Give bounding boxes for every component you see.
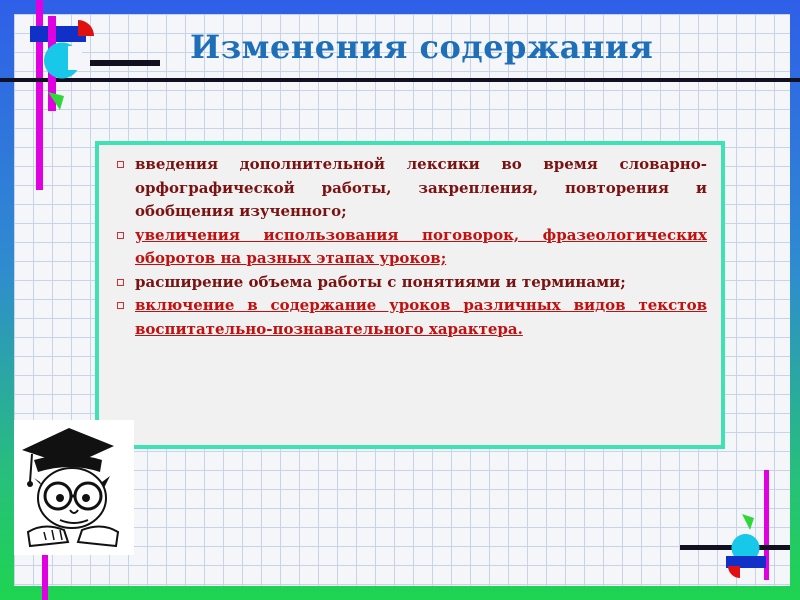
ruler-logo-bottom-right bbox=[720, 510, 780, 580]
list-item-text: введения дополнительной лексики во время словарно-орфографической работы, закрепления, повторения и обобщения изученного; bbox=[135, 155, 707, 220]
scholar-cartoon-image bbox=[14, 420, 134, 555]
list-item bbox=[117, 271, 707, 295]
square-bullet-icon bbox=[117, 302, 124, 309]
list-item-text: увеличения использования поговорок, фразеологических оборотов на разных этапах уроков; bbox=[135, 225, 707, 267]
square-bullet-icon bbox=[117, 279, 124, 286]
slide-title: Изменения содержания bbox=[190, 28, 654, 66]
square-bullet-icon bbox=[117, 161, 124, 168]
list-item-text: расширение объема работы с понятиями и терминами; bbox=[135, 272, 626, 291]
top-black-line bbox=[0, 78, 800, 82]
list-item bbox=[117, 294, 707, 341]
bullet-list bbox=[117, 153, 707, 341]
square-bullet-icon bbox=[117, 232, 124, 239]
ruler-logo-top-left bbox=[28, 16, 103, 116]
list-item bbox=[117, 224, 707, 271]
content-box bbox=[95, 141, 725, 449]
list-item bbox=[117, 153, 707, 224]
list-item-text: включение в содержание уроков различных видов текстов воспитательно-познавательного характера. bbox=[135, 296, 707, 338]
